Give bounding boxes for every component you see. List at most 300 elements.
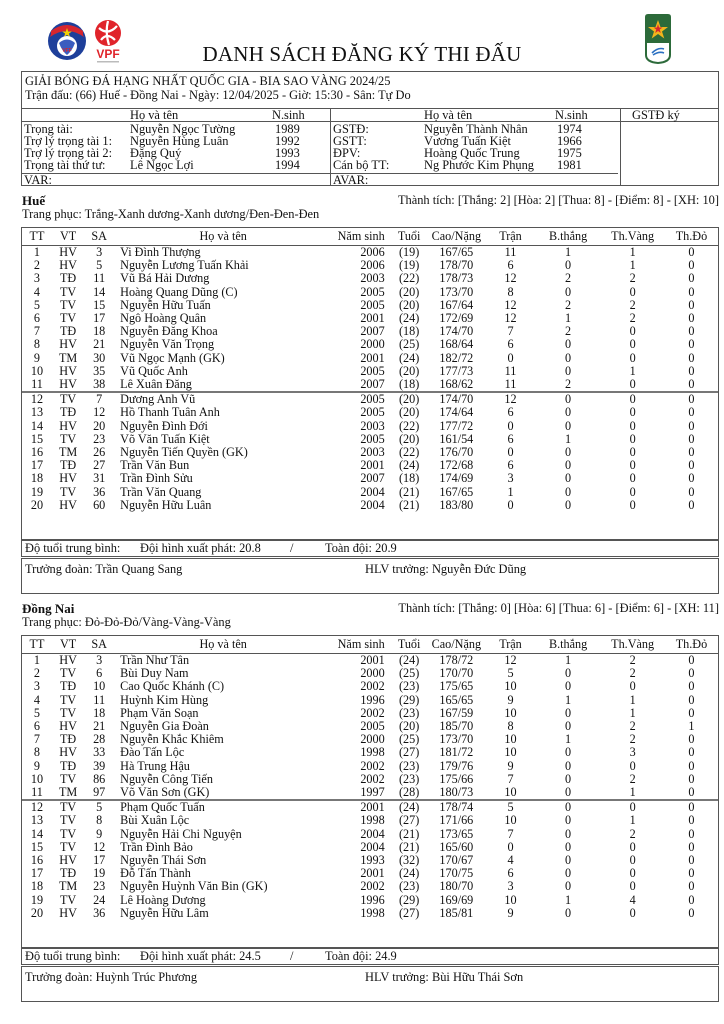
birth-year: 2001 [360, 653, 385, 667]
birth-year: 2003 [360, 445, 385, 460]
matches: 9 [507, 692, 514, 707]
red-cards: 0 [688, 497, 695, 512]
table-row [22, 378, 718, 392]
squad-number: 36 [93, 484, 106, 499]
position: HV [59, 363, 77, 378]
column-header-birth-year: Năm sinh [326, 636, 391, 654]
squad-number: 12 [93, 839, 106, 854]
birth-year: 1998 [360, 905, 385, 920]
yellow-cards: 0 [629, 350, 636, 365]
height-weight: 180/73 [439, 785, 474, 800]
yellow-cards: 2 [629, 653, 636, 667]
yellow-cards: 1 [629, 692, 636, 707]
red-cards: 0 [688, 866, 695, 881]
official-role: Trợ lý trọng tài 1: [24, 134, 113, 148]
height-weight: 170/67 [439, 853, 474, 868]
squad-number: 18 [93, 705, 106, 720]
shirt-order: 13 [30, 405, 44, 420]
yellow-cards: 2 [629, 297, 636, 312]
player-name: Võ Văn Sơn (GK) [120, 785, 210, 800]
height-weight: 179/76 [439, 758, 474, 773]
matches: 9 [507, 905, 514, 920]
position: TĐ [59, 679, 77, 694]
avg-age-starting: Đội hình xuất phát: 20.8 [140, 541, 261, 555]
shirt-order: 13 [30, 813, 44, 828]
matches: 12 [504, 297, 517, 312]
matches: 10 [504, 785, 517, 800]
age: (28) [398, 785, 420, 800]
table-row [22, 654, 718, 668]
official-birth: 1974 [557, 122, 582, 136]
player-name: Vi Đình Thượng [120, 245, 201, 259]
height-weight: 167/65 [439, 245, 474, 259]
yellow-cards: 0 [629, 471, 636, 486]
svg-text:VFF: VFF [62, 48, 72, 54]
player-name: Phạm Quốc Tuấn [114, 800, 326, 814]
red-cards: 0 [688, 418, 695, 433]
column-header-goals: B.thắng [536, 636, 601, 654]
var-label: VAR: [24, 173, 53, 187]
avar-label: AVAR: [333, 173, 369, 187]
official-name: Nguyễn Ngọc Tường [130, 122, 236, 136]
age: (24) [398, 311, 420, 326]
staff-home [21, 558, 719, 594]
birth-year: 2006 [360, 258, 385, 273]
birth-year: 2005 [360, 363, 385, 378]
official-name: Nguyễn Thành Nhân [424, 122, 528, 136]
birth-year: 2000 [360, 337, 385, 352]
official-role: GSTĐ: [333, 122, 369, 136]
age: (24) [398, 350, 420, 365]
matches: 11 [504, 377, 517, 392]
column-header-birth-year: Năm sinh [326, 228, 391, 246]
team-manager: Trưởng đoàn: Huỳnh Trúc Phương [25, 970, 198, 984]
squad-number: 9 [96, 826, 103, 841]
squad-number: 11 [93, 271, 106, 286]
goals: 0 [565, 497, 572, 512]
team-name-home: Huế [22, 193, 46, 208]
position: TĐ [59, 458, 77, 473]
officials-header-birth-2: N.sinh [555, 108, 588, 122]
age: (29) [398, 892, 420, 907]
age: (20) [398, 431, 420, 446]
position: TV [59, 297, 77, 312]
matches: 10 [504, 745, 517, 760]
goals: 1 [565, 692, 572, 707]
age: (20) [398, 405, 420, 420]
matches: 7 [507, 771, 514, 786]
goals: 2 [565, 297, 572, 312]
squad-number: 3 [96, 653, 103, 667]
birth-year: 2002 [360, 705, 385, 720]
column-header-yellow-cards: Th.Vàng [600, 228, 665, 246]
squad-number: 33 [93, 745, 106, 760]
red-cards: 0 [688, 271, 695, 286]
matches: 11 [504, 245, 517, 259]
table-row [22, 352, 718, 365]
shirt-order: 14 [30, 418, 44, 433]
age: (25) [398, 666, 420, 681]
official-birth: 1989 [275, 122, 300, 136]
goals: 0 [565, 866, 572, 881]
red-cards: 0 [688, 705, 695, 720]
goals: 0 [565, 758, 572, 773]
red-cards: 0 [688, 853, 695, 868]
shirt-order: 14 [30, 826, 44, 841]
height-weight: 172/69 [439, 311, 474, 326]
birth-year: 2006 [360, 245, 385, 259]
red-cards: 0 [688, 758, 695, 773]
goals: 0 [536, 800, 601, 814]
squad-number: 17 [93, 311, 106, 326]
squad-number: 15 [93, 297, 106, 312]
matches: 6 [507, 458, 514, 473]
birth-year: 2005 [326, 392, 391, 406]
shirt-order: 19 [30, 484, 44, 499]
player-name: Vũ Bá Hải Dương [120, 271, 210, 286]
position: TV [59, 826, 77, 841]
yellow-cards: 0 [629, 905, 636, 920]
height-weight: 168/64 [439, 337, 474, 352]
column-header-height-weight: Cao/Nặng [428, 228, 486, 246]
shirt-order: 7 [33, 324, 41, 339]
height-weight: 177/73 [439, 363, 474, 378]
matches: 6 [507, 405, 514, 420]
table-row [22, 406, 718, 419]
position: HV [59, 245, 77, 259]
official-birth: 1993 [275, 146, 300, 160]
red-cards: 0 [688, 771, 695, 786]
shirt-order: 2 [33, 258, 41, 273]
height-weight: 167/59 [439, 705, 474, 720]
shirt-order: 11 [31, 785, 43, 800]
matches: 1 [507, 484, 514, 499]
shirt-order: 2 [33, 666, 41, 681]
age: (23) [398, 679, 420, 694]
yellow-cards: 2 [629, 311, 636, 326]
yellow-cards: 2 [629, 732, 636, 747]
position: TV [59, 431, 77, 446]
goals: 2 [565, 324, 572, 339]
birth-year: 2005 [360, 719, 385, 734]
player-name: Cao Quốc Khánh (C) [120, 679, 225, 694]
shirt-order: 17 [30, 458, 44, 473]
height-weight: 174/70 [439, 324, 474, 339]
position: TĐ [59, 758, 77, 773]
red-cards: 0 [688, 892, 695, 907]
position: TV [59, 484, 77, 499]
shirt-order: 6 [33, 719, 41, 734]
red-cards: 0 [688, 879, 695, 894]
height-weight: 178/73 [439, 271, 474, 286]
column-header-player-name: Họ và tên [114, 228, 326, 246]
table-header-row [22, 636, 718, 654]
yellow-cards: 1 [629, 785, 636, 800]
age: (20) [391, 392, 428, 406]
shirt-order: 5 [33, 705, 41, 720]
shirt-order: 16 [30, 445, 44, 460]
yellow-cards: 1 [629, 705, 636, 720]
yellow-cards: 3 [629, 745, 636, 760]
height-weight: 167/64 [439, 297, 474, 312]
height-weight: 178/72 [439, 653, 474, 667]
height-weight: 172/68 [439, 458, 474, 473]
red-cards: 0 [688, 905, 695, 920]
height-weight: 177/72 [439, 418, 474, 433]
red-cards: 0 [688, 297, 695, 312]
birth-year: 2001 [360, 458, 385, 473]
squad-number: 30 [93, 350, 106, 365]
squad-number: 27 [93, 458, 106, 473]
shirt-order: 5 [33, 297, 41, 312]
goals: 1 [565, 732, 572, 747]
yellow-cards: 1 [629, 813, 636, 828]
yellow-cards: 0 [629, 484, 636, 499]
matches: 0 [507, 839, 514, 854]
position: TV [59, 771, 77, 786]
red-cards: 0 [688, 679, 695, 694]
age: (23) [398, 771, 420, 786]
avg-separator: / [290, 541, 294, 555]
red-cards: 0 [688, 785, 695, 800]
player-name: Bùi Xuân Lộc [120, 813, 190, 828]
birth-year: 2007 [360, 377, 385, 392]
matches: 11 [504, 363, 517, 378]
squad-number: 21 [93, 337, 106, 352]
age: (19) [398, 245, 420, 259]
birth-year: 2004 [360, 497, 385, 512]
goals: 2 [565, 377, 572, 392]
position: TV [59, 705, 77, 720]
yellow-cards: 0 [629, 431, 636, 446]
shirt-order: 20 [30, 905, 44, 920]
matches: 10 [504, 892, 517, 907]
official-name: Lê Ngọc Lợi [130, 158, 194, 172]
age: (22) [398, 271, 420, 286]
official-name: Hoàng Quốc Trung [424, 146, 520, 160]
position: TV [52, 800, 84, 814]
squad-number: 24 [93, 892, 106, 907]
height-weight: 185/81 [439, 905, 474, 920]
age: (18) [398, 471, 420, 486]
matches: 8 [507, 719, 514, 734]
table-row [22, 499, 718, 512]
officials-table [21, 108, 719, 186]
yellow-cards: 0 [629, 284, 636, 299]
officials-header-birth: N.sinh [272, 108, 305, 122]
age: (23) [398, 758, 420, 773]
player-name: Nguyễn Khắc Khiêm [120, 732, 224, 747]
height-weight: 174/70 [428, 392, 486, 406]
age: (29) [398, 692, 420, 707]
avg-age-label: Độ tuổi trung bình: [25, 949, 121, 963]
goals: 0 [565, 666, 572, 681]
height-weight: 168/62 [439, 377, 474, 392]
avg-age-starting: Đội hình xuất phát: 24.5 [140, 949, 261, 963]
goals: 0 [565, 405, 572, 420]
birth-year: 2002 [360, 679, 385, 694]
shirt-order: 20 [30, 497, 44, 512]
table-row [22, 486, 718, 499]
shirt-order: 10 [30, 771, 44, 786]
goals: 0 [565, 350, 572, 365]
official-name: Đặng Quý [130, 146, 182, 160]
height-weight: 161/54 [439, 431, 474, 446]
height-weight: 169/69 [439, 892, 474, 907]
birth-year: 1998 [360, 813, 385, 828]
squad-number: 60 [93, 497, 106, 512]
player-name: Võ Văn Tuấn Kiệt [120, 431, 210, 446]
shirt-order: 11 [31, 377, 43, 392]
matches: 0 [507, 418, 514, 433]
position: HV [59, 377, 77, 392]
player-name: Đào Tấn Lộc [120, 745, 185, 760]
column-header-age: Tuổi [391, 228, 428, 246]
table-row [22, 828, 718, 841]
age: (21) [398, 497, 420, 512]
official-birth: 1975 [557, 146, 582, 160]
table-row [22, 907, 718, 920]
shirt-order: 7 [33, 732, 41, 747]
squad-number: 21 [93, 719, 106, 734]
goals: 0 [565, 813, 572, 828]
age: (24) [398, 458, 420, 473]
birth-year: 2002 [360, 771, 385, 786]
squad-number: 12 [93, 405, 106, 420]
squad-number: 11 [93, 692, 106, 707]
player-name: Nguyễn Hữu Lâm [120, 905, 209, 920]
goals: 0 [565, 826, 572, 841]
position: TV [59, 666, 77, 681]
table-row [22, 338, 718, 351]
team-kit-away: Trang phục: Đỏ-Đỏ-Đỏ/Vàng-Vàng-Vàng [22, 615, 231, 629]
squad-number: 10 [93, 679, 106, 694]
column-header-height-weight: Cao/Nặng [428, 636, 486, 654]
yellow-cards: 0 [629, 405, 636, 420]
age: (32) [398, 853, 420, 868]
official-name: Ng Phước Kim Phụng [424, 158, 534, 172]
birth-year: 1998 [360, 745, 385, 760]
squad-number: 18 [93, 324, 106, 339]
squad-number: 28 [93, 732, 106, 747]
avg-separator: / [290, 949, 294, 963]
age: (27) [398, 745, 420, 760]
position: TĐ [59, 866, 77, 881]
player-name: Trần Văn Quang [120, 484, 202, 499]
yellow-cards: 0 [629, 337, 636, 352]
shirt-order: 8 [33, 337, 41, 352]
age: (24) [398, 866, 420, 881]
yellow-cards: 0 [629, 445, 636, 460]
yellow-cards: 0 [629, 497, 636, 512]
birth-year: 2005 [360, 431, 385, 446]
table-row [22, 472, 718, 485]
position: HV [59, 853, 77, 868]
officials-header-name-2: Họ và tên [424, 108, 473, 122]
table-row [22, 800, 718, 814]
squad-number: 19 [93, 866, 106, 881]
matches: 5 [507, 666, 514, 681]
squad-number: 5 [96, 258, 103, 273]
height-weight: 174/64 [439, 405, 474, 420]
age: (18) [398, 324, 420, 339]
goals: 0 [565, 705, 572, 720]
roster-table-away [21, 635, 719, 948]
squad-number: 6 [96, 666, 103, 681]
height-weight: 165/65 [439, 692, 474, 707]
matches: 10 [504, 679, 517, 694]
height-weight: 167/65 [439, 484, 474, 499]
officials-header-sign: GSTĐ ký [632, 108, 680, 122]
red-cards: 0 [688, 311, 695, 326]
birth-year: 2001 [360, 866, 385, 881]
table-row [22, 894, 718, 907]
position: HV [59, 653, 77, 667]
matches: 0 [507, 445, 514, 460]
player-name: Nguyễn Đăng Khoa [120, 324, 218, 339]
matches: 7 [507, 324, 514, 339]
birth-year: 2001 [360, 311, 385, 326]
player-name: Trần Đình Bảo [120, 839, 193, 854]
position: HV [59, 497, 77, 512]
player-name: Bùi Duy Nam [120, 666, 189, 681]
avg-age-label: Độ tuổi trung bình: [25, 541, 121, 555]
goals: 0 [565, 745, 572, 760]
position: TĐ [59, 732, 77, 747]
column-header-position: VT [52, 228, 84, 246]
goals: 2 [565, 271, 572, 286]
height-weight: 183/80 [439, 497, 474, 512]
squad-number: 3 [96, 245, 103, 259]
official-role: Trợ lý trọng tài 2: [24, 146, 113, 160]
shirt-order: 8 [33, 745, 41, 760]
red-cards: 0 [688, 405, 695, 420]
column-header-red-cards: Th.Đỏ [665, 636, 718, 654]
table-row [22, 814, 718, 827]
age: (25) [398, 732, 420, 747]
red-cards: 0 [688, 445, 695, 460]
avg-age-team: Toàn đội: 24.9 [325, 949, 397, 963]
goals: 0 [565, 458, 572, 473]
avg-age-team: Toàn đội: 20.9 [325, 541, 397, 555]
official-role: Cán bộ TT: [333, 158, 390, 172]
height-weight: 180/70 [439, 879, 474, 894]
red-cards: 0 [688, 350, 695, 365]
official-birth: 1966 [557, 134, 582, 148]
birth-year: 2003 [360, 418, 385, 433]
player-name: Hoàng Quang Dũng (C) [120, 284, 238, 299]
page-title: DANH SÁCH ĐĂNG KÝ THI ĐẤU [202, 42, 522, 66]
age: (27) [398, 813, 420, 828]
birth-year: 2000 [360, 666, 385, 681]
official-role: ĐPV: [333, 146, 361, 160]
yellow-cards: 0 [629, 458, 636, 473]
squad-number: 20 [93, 418, 106, 433]
position: TV [59, 284, 77, 299]
player-name: Nguyễn Gia Đoàn [120, 719, 209, 734]
goals: 0 [565, 418, 572, 433]
player-name: Hồ Thanh Tuân Anh [120, 405, 220, 420]
goals: 1 [565, 653, 572, 667]
position: TV [59, 892, 77, 907]
shirt-order: 1 [33, 245, 41, 259]
birth-year: 2000 [360, 732, 385, 747]
shirt-order: 16 [30, 853, 44, 868]
birth-year: 2004 [360, 484, 385, 499]
goals: 0 [565, 679, 572, 694]
table-row [22, 272, 718, 285]
matches: 12 [504, 311, 517, 326]
